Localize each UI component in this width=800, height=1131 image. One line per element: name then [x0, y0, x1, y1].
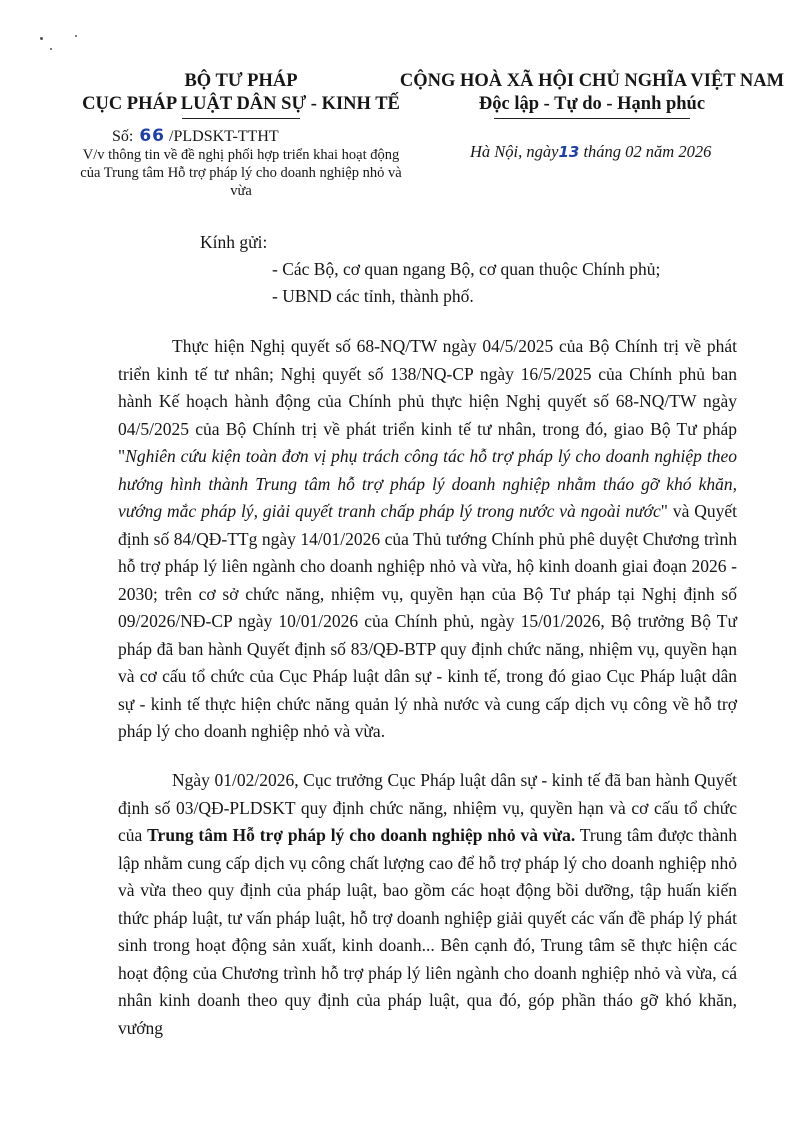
- number-prefix: Số:: [112, 128, 134, 145]
- p1-text-cont: " và Quyết định số 84/QĐ-TTg ngày 14/01/2026 của Thủ tướng Chính phủ phê duyệt Chương trình hỗ trợ pháp lý liên ngành cho doanh nghiệp nhỏ và vừa, hộ kinh doanh giai đoạn 2026 - 2030; trên cơ sở chức năng, nhiệm vụ, quyền hạn của Bộ Tư pháp tại Nghị định số 09/2026/NĐ-CP ngày 10/01/2026 của Chính phủ, ngày 15/01/2026, Bộ trưởng Bộ Tư pháp đã ban hành Quyết định số 83/QĐ-BTP quy định chức năng, nhiệm vụ, quyền hạn và cơ cấu tổ chức của Cục Pháp luật dân sự - kinh tế, trong đó giao Cục Pháp luật dân sự - kinh tế thực hiện chức năng quản lý nhà nước và cung cấp dịch vụ công về hỗ trợ pháp lý cho doanh nghiệp nhỏ và vừa.: [118, 501, 737, 741]
- date-prefix: Hà Nội, ngày: [470, 142, 559, 161]
- issuing-authority: [76, 70, 406, 119]
- p1-quoted-task: Nghiên cứu kiện toàn đơn vị phụ trách công tác hỗ trợ pháp lý cho doanh nghiệp theo hướng hình thành Trung tâm hỗ trợ pháp lý doanh nghiệp nhằm tháo gỡ khó khăn, vướng mắc pháp lý, giải quyết tranh chấp pháp lý trong nước và ngoài nước: [118, 446, 737, 521]
- country-name: CỘNG HOÀ XÃ HỘI CHỦ NGHĨA VIỆT NAM: [399, 71, 785, 91]
- motto-underline: [494, 118, 690, 119]
- p1-text: Thực hiện Nghị quyết số 68-NQ/TW ngày 04/5/2025 của Bộ Chính trị về phát triển kinh tế tư nhân; Nghị quyết số 138/NQ-CP ngày 16/5/2025 của Chính phủ ban hành Kế hoạch hành động của Chính phủ thực hiện Nghị quyết số 68-NQ/TW ngày 04/5/2025 của Bộ Chính trị về phát triển kinh tế tư nhân, trong đó, giao Bộ Tư pháp ": [118, 336, 737, 466]
- department-name: CỤC PHÁP LUẬT DÂN SỰ - KINH TẾ: [82, 94, 400, 114]
- p2-text-cont: Trung tâm được thành lập nhằm cung cấp dịch vụ công chất lượng cao để hỗ trợ pháp lý cho doanh nghiệp nhỏ và vừa theo quy định của pháp luật, bao gồm các hoạt động bồi dưỡng, tập huấn kiến thức pháp luật, tư vấn pháp luật, hỗ trợ doanh nghiệp giải quyết các vấn đề pháp lý phát sinh trong hoạt động sản xuất, kinh doanh... Bên cạnh đó, Trung tâm sẽ thực hiện các hoạt động của Chương trình hỗ trợ pháp lý liên ngành cho doanh nghiệp nhỏ và vừa, cá nhân kinh doanh theo quy định của pháp luật, qua đó, góp phần tháo gỡ khó khăn, vướng: [118, 825, 737, 1038]
- body-paragraph-1: [118, 333, 737, 746]
- date-suffix: tháng 02 năm 2026: [583, 142, 712, 161]
- salutation: Kính gửi:: [200, 232, 268, 252]
- document-subject: V/v thông tin về đề nghị phối hợp triển khai hoạt động của Trung tâm Hỗ trợ pháp lý cho doanh nghiệp nhỏ và vừa: [80, 147, 402, 199]
- document-number: [112, 126, 372, 147]
- p2-text: Ngày 01/02/2026, Cục trưởng Cục Pháp luật dân sự - kinh tế đã ban hành Quyết định số 03/QĐ-PLDSKT quy định chức năng, nhiệm vụ, quyền hạn và cơ cấu tổ chức của: [118, 770, 737, 845]
- authority-underline: [182, 118, 300, 119]
- national-motto: Độc lập - Tự do - Hạnh phúc: [478, 94, 706, 114]
- place-and-date: [470, 142, 770, 162]
- p2-center-name: Trung tâm Hỗ trợ pháp lý cho doanh nghiệp nhỏ và vừa.: [147, 825, 576, 845]
- body-paragraph-2: [118, 767, 737, 1042]
- scan-speck: [40, 37, 43, 40]
- handwritten-day: 13: [558, 143, 580, 161]
- national-title: [396, 70, 788, 119]
- number-suffix: /PLDSKT-TTHT: [169, 128, 279, 145]
- scan-speck: [50, 48, 52, 50]
- scan-speck: [75, 35, 77, 37]
- ministry-name: BỘ TƯ PHÁP: [184, 71, 298, 91]
- recipient-item: - UBND các tỉnh, thành phố.: [272, 286, 474, 306]
- recipient-item: - Các Bộ, cơ quan ngang Bộ, cơ quan thuộc Chính phủ;: [272, 259, 661, 279]
- handwritten-number: 66: [139, 126, 166, 146]
